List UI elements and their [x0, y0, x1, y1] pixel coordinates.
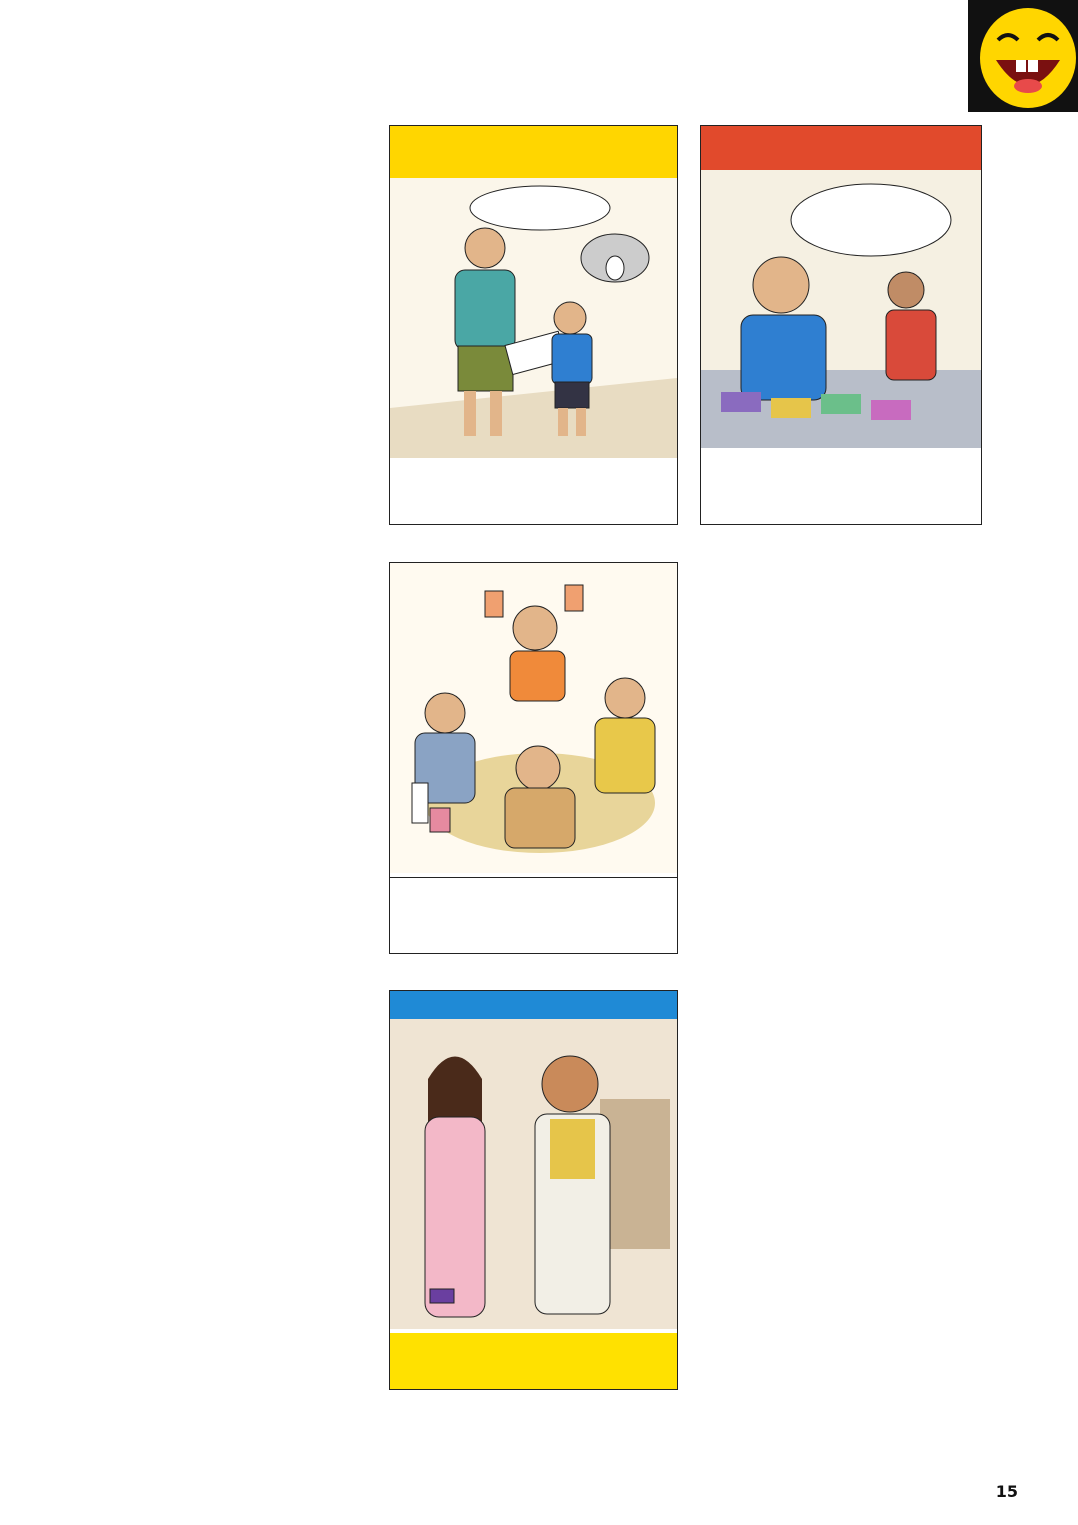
- cartoon-bottom-caption: [701, 452, 981, 456]
- cartoon-bottom-caption: [390, 1333, 677, 1390]
- cartoon-illustration: [390, 1019, 677, 1329]
- cartoon-top-caption: [390, 126, 677, 178]
- cartoon-gas: [700, 125, 982, 525]
- section-emoji-badge: [968, 0, 1078, 112]
- cartoon-evm: [389, 990, 678, 1390]
- cartoon-cards: [389, 562, 678, 954]
- page-number: 15: [995, 1482, 1018, 1501]
- cartoon-bottom-caption: [390, 462, 677, 468]
- cartoon-illustration: [390, 178, 677, 458]
- cartoon-illustration: [390, 563, 677, 873]
- cartoon-top-caption: [390, 991, 677, 1019]
- cartoon-title-banner: [701, 126, 981, 170]
- cartoon-illustration: [701, 170, 981, 448]
- laughing-face-icon: [968, 0, 1078, 112]
- cartoon-bottom-caption-box: [390, 877, 677, 954]
- page-footer: [990, 1482, 1018, 1501]
- cartoon-school: [389, 125, 678, 525]
